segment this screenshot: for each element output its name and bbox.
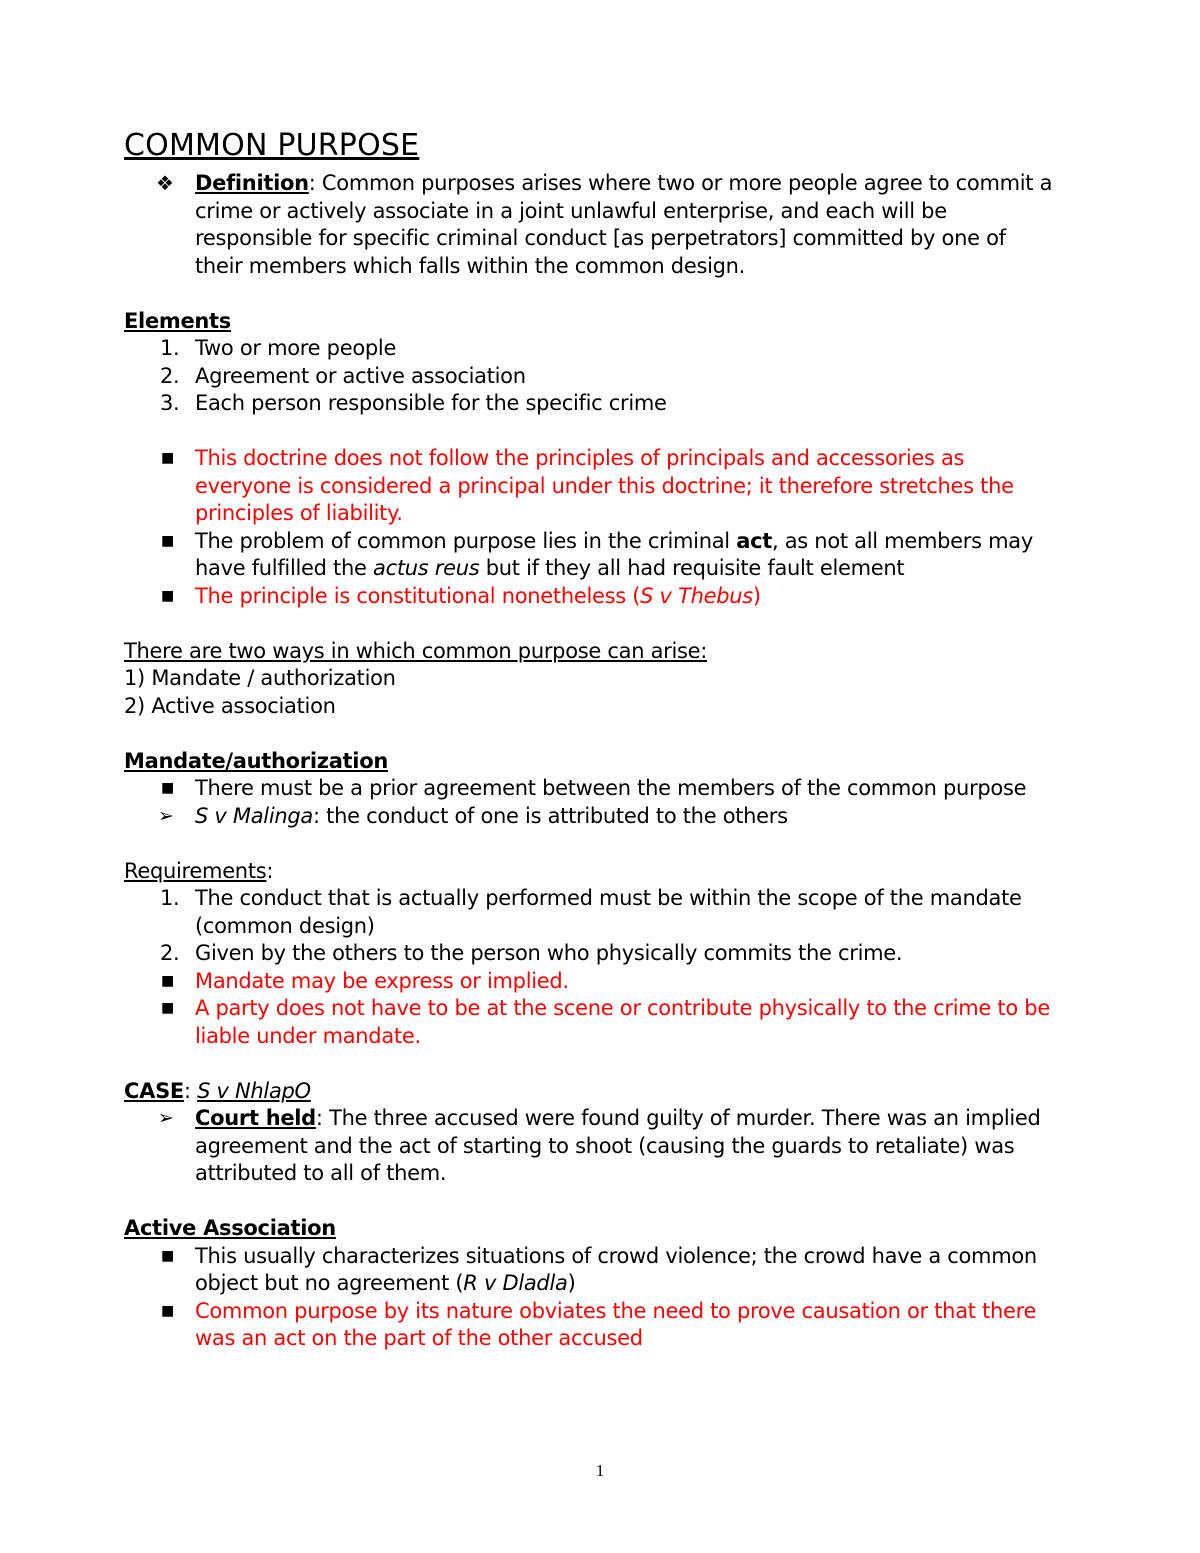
list-item bbox=[124, 335, 1054, 363]
square-bullet-icon: ■ bbox=[161, 1302, 174, 1319]
requirements-label: Requirements bbox=[124, 858, 267, 883]
note-text: This doctrine does not follow the principles of principals and accessories as everyone is considered a principal under this doctrine; it therefore stretches the principles of liability. bbox=[195, 446, 1014, 525]
list-item bbox=[124, 940, 1054, 968]
requirements-heading bbox=[124, 858, 1054, 886]
square-bullet-icon: ■ bbox=[161, 1000, 174, 1016]
active-item bbox=[124, 1243, 1054, 1298]
mandate-heading: Mandate/authorization bbox=[124, 748, 388, 773]
active-text: This usually characterizes situations of crowd violence; the crowd have a common object but no agreement ( bbox=[195, 1243, 1037, 1295]
list-item-text: Mandate may be express or implied. bbox=[195, 968, 569, 993]
diamond-bullet-icon: ❖ bbox=[156, 171, 174, 195]
note-item bbox=[124, 445, 1054, 528]
list-item-text: Agreement or active association bbox=[195, 363, 526, 388]
page-title: COMMON PURPOSE bbox=[124, 128, 420, 163]
note-text: The principle is constitutional nonetheless ( bbox=[195, 583, 641, 608]
mandate-item bbox=[124, 775, 1054, 803]
definition-item bbox=[124, 170, 1054, 280]
list-item-text: Given by the others to the person who physically commits the crime. bbox=[195, 941, 903, 965]
note-text: , as not all members may have fulfilled the bbox=[195, 528, 1033, 580]
list-item-text: A party does not have to be at the scene or contribute physically to the crime to be liable under mandate. bbox=[195, 996, 1050, 1048]
list-item bbox=[124, 995, 1054, 1050]
note-text: ) bbox=[752, 583, 761, 608]
definition-text: : Common purposes arises where two or more people agree to commit a crime or actively associate in a joint unlawful enterprise, and each will be responsible for specific criminal conduct [as perpetrators] committed by one of their members which falls within the common design. bbox=[195, 171, 1053, 278]
ways-heading: There are two ways in which common purpose can arise: bbox=[124, 638, 708, 663]
elements-heading: Elements bbox=[124, 308, 231, 333]
mandate-case-item bbox=[124, 803, 1054, 831]
note-item bbox=[124, 528, 1054, 583]
list-item-text: The conduct that is actually performed must be within the scope of the mandate (common design) bbox=[195, 886, 1022, 938]
case-colon: : bbox=[183, 1078, 198, 1103]
page-number: 1 bbox=[595, 1461, 605, 1480]
note-latin-term: actus reus bbox=[373, 556, 480, 580]
mandate-text: There must be a prior agreement between the members of the common purpose bbox=[195, 776, 1027, 800]
list-number: 1. bbox=[160, 336, 180, 360]
list-number: 2. bbox=[160, 363, 180, 388]
case-citation: S v Malinga bbox=[195, 803, 313, 828]
square-bullet-icon: ■ bbox=[161, 1247, 174, 1264]
note-text: but if they all had requisite fault element bbox=[479, 556, 905, 580]
list-number: 1. bbox=[160, 886, 180, 910]
note-text: The problem of common purpose lies in the criminal bbox=[195, 528, 737, 553]
active-item bbox=[124, 1298, 1054, 1353]
held-text: : The three accused were found guilty of murder. There was an implied agreement and the act of starting to shoot (causing the guards to retaliate) was attributed to all of them. bbox=[195, 1106, 1041, 1185]
active-association-heading: Active Association bbox=[124, 1216, 336, 1240]
list-item-text: Each person responsible for the specific crime bbox=[195, 391, 667, 415]
list-item-text: Two or more people bbox=[195, 336, 397, 360]
square-bullet-icon: ■ bbox=[161, 780, 174, 796]
document-page bbox=[124, 128, 1054, 1353]
note-item bbox=[124, 583, 1054, 611]
square-bullet-icon: ■ bbox=[161, 972, 174, 989]
ways-item: 2) Active association bbox=[124, 693, 336, 718]
square-bullet-icon: ■ bbox=[161, 450, 174, 466]
active-text: ) bbox=[567, 1271, 576, 1295]
list-item bbox=[124, 390, 1054, 418]
case-heading bbox=[124, 1078, 1054, 1106]
list-item bbox=[124, 885, 1054, 940]
case-citation: S v Thebus bbox=[640, 583, 753, 608]
ways-item: 1) Mandate / authorization bbox=[124, 666, 396, 690]
list-item bbox=[124, 968, 1054, 996]
arrow-bullet-icon: ➢ bbox=[158, 804, 174, 827]
list-number: 2. bbox=[160, 941, 180, 965]
square-bullet-icon: ■ bbox=[161, 532, 174, 549]
case-name: S v NhlapO bbox=[197, 1078, 311, 1103]
held-label: Court held bbox=[195, 1106, 316, 1130]
definition-label: Definition bbox=[195, 171, 309, 195]
case-label: CASE bbox=[124, 1078, 184, 1103]
case-held-item bbox=[124, 1105, 1054, 1188]
case-text: : the conduct of one is attributed to the others bbox=[312, 803, 788, 828]
case-citation: R v Dladla bbox=[463, 1271, 568, 1295]
active-text: Common purpose by its nature obviates the need to prove causation or that there was an act on the part of the other accused bbox=[195, 1298, 1037, 1350]
list-number: 3. bbox=[160, 391, 180, 415]
arrow-bullet-icon: ➢ bbox=[158, 1107, 174, 1129]
requirements-colon: : bbox=[266, 858, 274, 883]
square-bullet-icon: ■ bbox=[161, 587, 174, 604]
list-item bbox=[124, 363, 1054, 391]
note-emphasis: act bbox=[736, 528, 772, 553]
